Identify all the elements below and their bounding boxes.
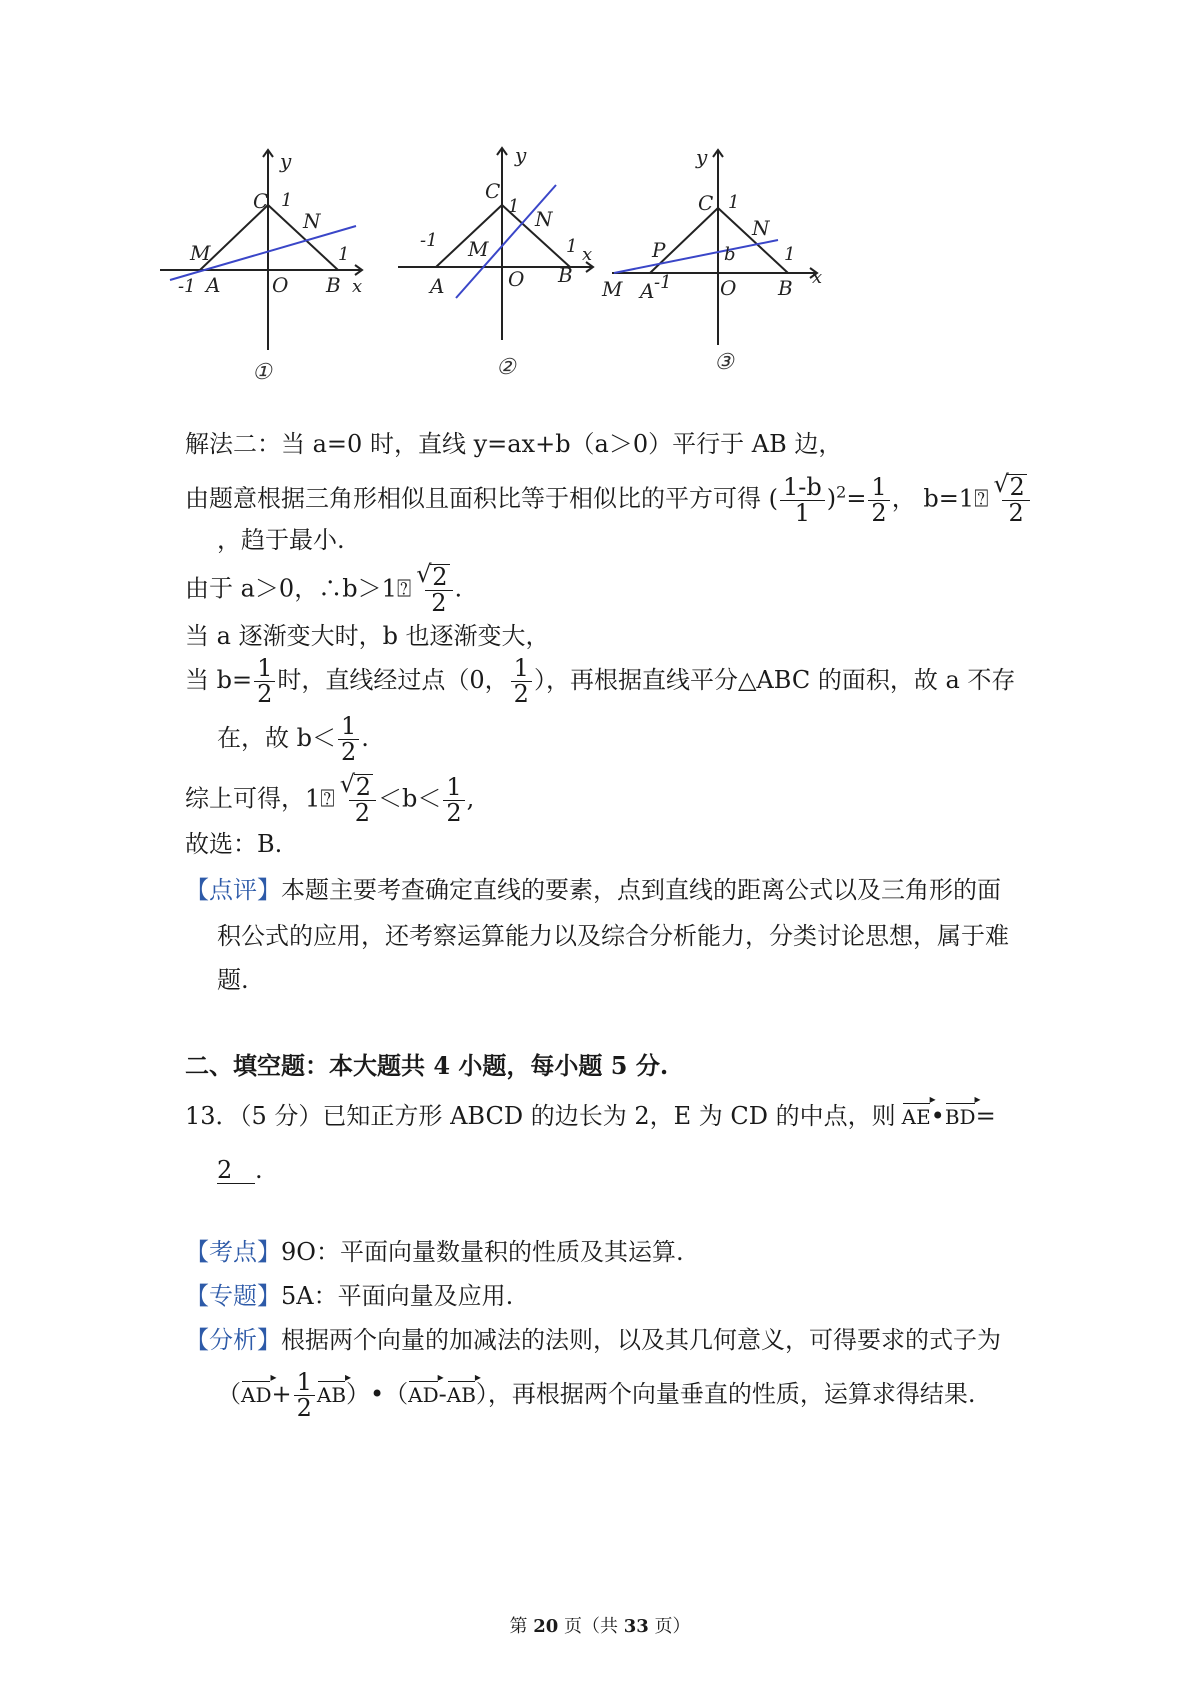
text: . bbox=[255, 1156, 263, 1184]
figure-3-caption: ③ bbox=[714, 350, 734, 375]
figure-3 bbox=[602, 140, 852, 430]
fraction bbox=[780, 472, 825, 527]
text: 积公式的应用，还考察运算能力以及综合分析能力，分类讨论思想，属于难 bbox=[217, 922, 1009, 950]
numerator: 1 bbox=[338, 714, 359, 740]
fenxi-tag: 【分析】 bbox=[185, 1326, 281, 1354]
svg-text:1: 1 bbox=[566, 236, 578, 257]
q13-line-1 bbox=[185, 1104, 996, 1128]
svg-text:A: A bbox=[430, 274, 445, 298]
text: . bbox=[361, 724, 369, 753]
vector-ab: ▸ AB bbox=[447, 1385, 476, 1405]
svg-text:x: x bbox=[812, 267, 823, 288]
solution-line-9 bbox=[185, 832, 282, 856]
svg-text:1: 1 bbox=[281, 190, 293, 211]
text: ) bbox=[826, 484, 837, 513]
svg-text:M: M bbox=[190, 241, 211, 265]
answer-blank: 2 bbox=[217, 1158, 255, 1184]
figure-1-caption: ① bbox=[252, 360, 272, 385]
svg-text:x: x bbox=[582, 244, 593, 265]
review-line-3 bbox=[185, 968, 249, 992]
fenxi-line-2 bbox=[185, 1370, 976, 1421]
review-line-2 bbox=[185, 924, 1009, 948]
text: 当 b= bbox=[185, 666, 253, 695]
text: 13．（5 分）已知正方形 ABCD 的边长为 2，E 为 CD 的中点，则 bbox=[185, 1102, 896, 1130]
vector-ad: ▸ AD bbox=[241, 1385, 271, 1405]
text: ），再根据直线平分△ABC 的面积，故 a 不存 bbox=[533, 666, 1016, 695]
text: 解法二：当 a=0 时，直线 y=ax+b（a＞0）平行于 AB 边， bbox=[185, 430, 843, 458]
svg-text:A: A bbox=[640, 279, 655, 303]
text: 第 bbox=[509, 1616, 534, 1637]
denominator: 2 bbox=[513, 680, 529, 709]
numerator bbox=[349, 774, 376, 801]
text: . bbox=[454, 574, 463, 603]
svg-text:y: y bbox=[280, 149, 292, 173]
review-line-1 bbox=[185, 878, 1001, 902]
svg-text:N: N bbox=[752, 216, 770, 240]
svg-text:y: y bbox=[515, 143, 527, 167]
fraction bbox=[349, 774, 376, 826]
fenxi-line-1 bbox=[185, 1328, 1001, 1352]
exponent: 2 bbox=[836, 482, 847, 502]
text: = bbox=[846, 484, 867, 513]
vector-ad: ▸ AD bbox=[408, 1385, 438, 1405]
fraction bbox=[443, 772, 464, 827]
solution-line-8 bbox=[185, 774, 474, 826]
numerator: 1 bbox=[254, 656, 275, 682]
svg-text:-1: -1 bbox=[654, 272, 672, 293]
text: 由题意根据三角形相似且面积比等于相似比的平方可得 ( bbox=[185, 484, 778, 513]
svg-text:O: O bbox=[720, 276, 737, 300]
svg-text:C: C bbox=[698, 191, 714, 215]
figure-1 bbox=[160, 140, 400, 430]
denominator: 2 bbox=[431, 589, 447, 618]
vector-ae: ▸ AE bbox=[902, 1107, 931, 1127]
svg-text:b: b bbox=[724, 244, 736, 265]
page-number: 20 bbox=[533, 1616, 559, 1637]
svg-text:N: N bbox=[535, 207, 553, 231]
svg-text:B: B bbox=[778, 276, 793, 300]
denominator: 2 bbox=[296, 1394, 312, 1423]
solution-line-7 bbox=[185, 714, 369, 765]
page-footer bbox=[0, 1612, 1200, 1638]
sqrt: √ 2 bbox=[430, 564, 449, 590]
text: 时，直线经过点（0， bbox=[277, 666, 509, 695]
text: （ bbox=[217, 1380, 241, 1409]
review-tag: 【点评】 bbox=[185, 876, 281, 904]
denominator: 2 bbox=[257, 680, 273, 709]
denominator: 2 bbox=[354, 799, 370, 828]
svg-text:1: 1 bbox=[784, 244, 796, 265]
svg-text:M: M bbox=[602, 277, 623, 301]
kaodian-tag: 【考点】 bbox=[185, 1238, 281, 1266]
text: ＜b＜ bbox=[377, 784, 442, 813]
svg-text:N: N bbox=[303, 209, 321, 233]
solution-line-4 bbox=[185, 564, 462, 616]
fraction bbox=[338, 714, 359, 765]
text: 题. bbox=[217, 966, 249, 994]
denominator: 2 bbox=[341, 738, 357, 767]
text: 故选：B. bbox=[185, 830, 283, 858]
svg-text:1: 1 bbox=[338, 244, 350, 265]
kaodian-line bbox=[185, 1240, 684, 1264]
svg-text:y: y bbox=[696, 145, 708, 169]
fraction bbox=[294, 1370, 315, 1421]
numerator: 1 bbox=[443, 775, 464, 801]
svg-text:O: O bbox=[508, 267, 525, 291]
denominator: 1 bbox=[794, 498, 811, 527]
denominator: 2 bbox=[446, 798, 462, 827]
numerator: 1 bbox=[868, 475, 889, 501]
numerator: 1-b bbox=[780, 475, 825, 501]
denominator: 2 bbox=[871, 498, 887, 527]
svg-text:x: x bbox=[352, 276, 363, 297]
fraction bbox=[1002, 474, 1029, 526]
svg-text:1: 1 bbox=[728, 192, 740, 213]
missing-glyph: ⍰ bbox=[396, 574, 412, 603]
text: ，趋于最小. bbox=[217, 526, 345, 554]
text: , bbox=[466, 784, 475, 813]
numerator bbox=[425, 564, 452, 591]
numerator: 1 bbox=[294, 1370, 315, 1396]
sqrt: √ 2 bbox=[354, 774, 373, 800]
text: 9O：平面向量数量积的性质及其运算. bbox=[281, 1238, 684, 1266]
solution-line-2 bbox=[185, 474, 1032, 526]
text: 二、填空题：本大题共 4 小题，每小题 5 分. bbox=[185, 1051, 669, 1080]
svg-text:M: M bbox=[468, 237, 489, 261]
figure-3-diagram bbox=[602, 140, 852, 430]
svg-text:-1: -1 bbox=[178, 276, 196, 297]
fraction bbox=[868, 472, 889, 527]
text: ， b=1 bbox=[891, 484, 975, 513]
missing-glyph: ⍰ bbox=[974, 484, 989, 513]
text: 页） bbox=[648, 1616, 691, 1637]
text: - bbox=[438, 1380, 447, 1409]
q13-answer-line bbox=[185, 1158, 263, 1184]
zhuanti-line bbox=[185, 1284, 513, 1308]
text: ），再根据两个向量垂直的性质，运算求得结果. bbox=[475, 1380, 976, 1409]
denominator: 2 bbox=[1008, 499, 1024, 528]
missing-glyph: ⍰ bbox=[320, 784, 335, 813]
svg-text:-1: -1 bbox=[420, 230, 438, 251]
text: 本题主要考查确定直线的要素，点到直线的距离公式以及三角形的面 bbox=[281, 876, 1001, 904]
zhuanti-tag: 【专题】 bbox=[185, 1282, 281, 1310]
svg-text:C: C bbox=[485, 179, 501, 203]
text: 根据两个向量的加减法的法则，以及其几何意义，可得要求的式子为 bbox=[281, 1326, 1001, 1354]
figure-1-diagram bbox=[160, 140, 400, 430]
sqrt: √ 2 bbox=[1007, 474, 1026, 500]
text: 当 a 逐渐变大时，b 也逐渐变大， bbox=[185, 622, 550, 650]
vector-bd: ▸ BD bbox=[945, 1107, 976, 1127]
text: + bbox=[271, 1380, 292, 1409]
fraction bbox=[511, 656, 532, 707]
figure-2-caption: ② bbox=[496, 355, 516, 380]
svg-text:1: 1 bbox=[508, 196, 520, 217]
text: ）•（ bbox=[346, 1380, 409, 1409]
vector-ab: ▸ AB bbox=[317, 1385, 346, 1405]
text: • bbox=[930, 1102, 945, 1130]
solution-line-1 bbox=[185, 432, 842, 456]
total-pages: 33 bbox=[623, 1616, 649, 1637]
text: 页（共 bbox=[558, 1616, 624, 1637]
svg-text:P: P bbox=[652, 238, 666, 262]
section-heading bbox=[185, 1051, 669, 1080]
numerator bbox=[1002, 474, 1029, 501]
svg-text:B: B bbox=[326, 273, 341, 297]
fraction bbox=[425, 564, 452, 616]
numerator: 1 bbox=[511, 656, 532, 682]
svg-text:A: A bbox=[206, 273, 221, 297]
text: 由于 a＞0，∴b＞1 bbox=[185, 574, 397, 603]
fraction bbox=[254, 656, 275, 707]
solution-line-5 bbox=[185, 624, 550, 648]
text: 综上可得，1 bbox=[185, 784, 321, 813]
svg-text:O: O bbox=[272, 273, 289, 297]
solution-line-3 bbox=[185, 528, 345, 552]
solution-line-6 bbox=[185, 656, 1015, 707]
svg-text:B: B bbox=[558, 263, 573, 287]
text: 在，故 b＜ bbox=[217, 724, 336, 753]
svg-text:C: C bbox=[253, 189, 269, 213]
text: 5A：平面向量及应用. bbox=[281, 1282, 514, 1310]
text: = bbox=[975, 1102, 996, 1130]
